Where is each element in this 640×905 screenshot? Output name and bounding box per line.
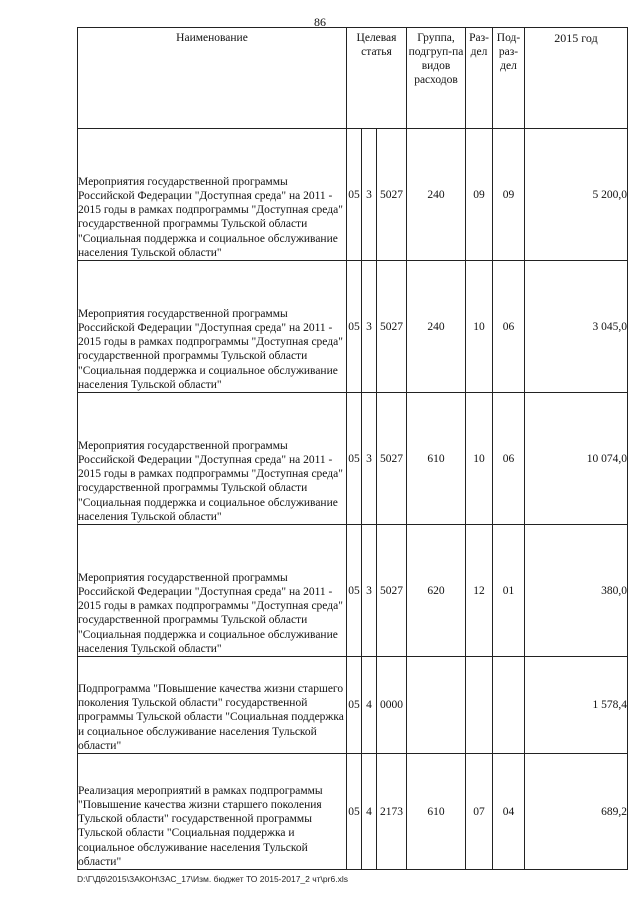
code-c: 0000 [377, 657, 407, 754]
razdel-code [466, 657, 493, 754]
table-row [78, 754, 628, 870]
header-podrazdel: Под-раз-дел [493, 28, 525, 129]
podrazdel-code: 06 [493, 261, 525, 393]
file-path-footer: D:\Г\Д6\2015\ЗАКОН\ЗАС_17\Изм. бюджет ТО 2015-2017_2 чт\pr6.xls [77, 874, 348, 884]
header-group: Группа, подгруп-па видов расходов [407, 28, 466, 129]
table-row [78, 657, 628, 754]
code-c: 2173 [377, 754, 407, 870]
razdel-code: 10 [466, 393, 493, 525]
group-code: 610 [407, 754, 466, 870]
page-number: 86 [314, 15, 326, 29]
amount: 3 045,0 [525, 261, 628, 393]
row-name: Реализация мероприятий в рамках подпрограммы "Повышение качества жизни старшего поколения Тульской области" государственной программы Тульской области "Социальная поддержка и социальное обслуживание населения Тульской области" [78, 754, 347, 870]
code-c: 5027 [377, 393, 407, 525]
podrazdel-code: 06 [493, 393, 525, 525]
code-c: 5027 [377, 129, 407, 261]
group-code: 610 [407, 393, 466, 525]
code-a: 05 [347, 657, 362, 754]
table-row [78, 261, 628, 393]
amount: 380,0 [525, 525, 628, 657]
group-code: 240 [407, 129, 466, 261]
table-header [78, 28, 628, 129]
table-row [78, 525, 628, 657]
code-c: 5027 [377, 261, 407, 393]
header-razdel: Раз-дел [466, 28, 493, 129]
code-b: 4 [362, 657, 377, 754]
code-b: 3 [362, 393, 377, 525]
razdel-code: 10 [466, 261, 493, 393]
row-name: Мероприятия государственной программы Российской Федерации "Доступная среда" на 2011 - 2015 годы в рамках подпрограммы "Доступная среда" государственной программы Тульской области "Социальная поддержка и социальное обслуживание населения Тульской области" [78, 393, 347, 525]
group-code: 620 [407, 525, 466, 657]
razdel-code: 12 [466, 525, 493, 657]
razdel-code: 07 [466, 754, 493, 870]
code-a: 05 [347, 754, 362, 870]
table-row [78, 393, 628, 525]
amount: 5 200,0 [525, 129, 628, 261]
amount: 1 578,4 [525, 657, 628, 754]
row-name: Мероприятия государственной программы Российской Федерации "Доступная среда" на 2011 - 2015 годы в рамках подпрограммы "Доступная среда" государственной программы Тульской области "Социальная поддержка и социальное обслуживание населения Тульской области" [78, 525, 347, 657]
amount: 689,2 [525, 754, 628, 870]
code-c: 5027 [377, 525, 407, 657]
amount: 10 074,0 [525, 393, 628, 525]
header-target-article: Целевая статья [347, 28, 407, 129]
header-year: 2015 год [525, 28, 628, 129]
code-a: 05 [347, 261, 362, 393]
podrazdel-code: 01 [493, 525, 525, 657]
row-name: Мероприятия государственной программы Российской Федерации "Доступная среда" на 2011 - 2015 годы в рамках подпрограммы "Доступная среда" государственной программы Тульской области "Социальная поддержка и социальное обслуживание населения Тульской области" [78, 129, 347, 261]
row-name: Мероприятия государственной программы Российской Федерации "Доступная среда" на 2011 - 2015 годы в рамках подпрограммы "Доступная среда" государственной программы Тульской области "Социальная поддержка и социальное обслуживание населения Тульской области" [78, 261, 347, 393]
group-code [407, 657, 466, 754]
code-a: 05 [347, 393, 362, 525]
code-a: 05 [347, 129, 362, 261]
podrazdel-code [493, 657, 525, 754]
code-b: 3 [362, 261, 377, 393]
podrazdel-code: 04 [493, 754, 525, 870]
code-b: 4 [362, 754, 377, 870]
podrazdel-code: 09 [493, 129, 525, 261]
code-b: 3 [362, 525, 377, 657]
code-b: 3 [362, 129, 377, 261]
code-a: 05 [347, 525, 362, 657]
razdel-code: 09 [466, 129, 493, 261]
row-name: Подпрограмма "Повышение качества жизни старшего поколения Тульской области" государственной программы Тульской области "Социальная поддержка и социальное обслуживание населения Тульской области" [78, 657, 347, 754]
table-row [78, 129, 628, 261]
budget-table [77, 27, 628, 870]
group-code: 240 [407, 261, 466, 393]
header-name: Наименование [78, 28, 347, 129]
